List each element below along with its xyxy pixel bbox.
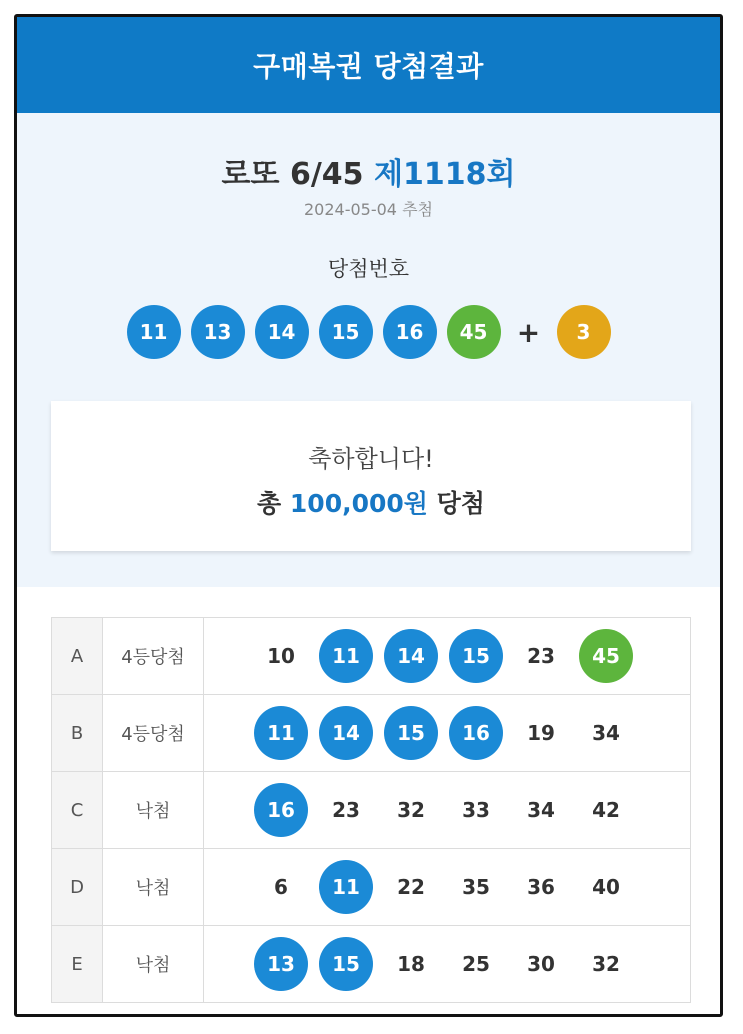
picked-number: 19 <box>527 721 555 745</box>
total-prize <box>51 484 691 520</box>
game-letter: D <box>52 849 103 926</box>
game-name: 로또 6/45 <box>221 157 364 192</box>
matched-number-ball: 15 <box>319 937 373 991</box>
picked-number: 42 <box>592 798 620 822</box>
picked-numbers <box>204 849 691 926</box>
total-prefix: 총 <box>257 489 282 518</box>
picked-number: 23 <box>332 798 360 822</box>
winning-numbers-label: 당첨번호 <box>327 257 410 281</box>
bonus-ball: 3 <box>557 305 611 359</box>
picked-number: 32 <box>592 952 620 976</box>
matched-number-ball: 14 <box>319 706 373 760</box>
picked-number: 18 <box>397 952 425 976</box>
picked-numbers <box>204 772 691 849</box>
plus-sign: + <box>516 315 541 349</box>
result-frame <box>14 14 723 1017</box>
picked-number: 6 <box>274 875 288 899</box>
picked-numbers <box>204 695 691 772</box>
matched-number-ball: 11 <box>319 860 373 914</box>
result-box <box>51 401 691 551</box>
table-row <box>52 849 691 926</box>
picked-number: 10 <box>267 644 295 668</box>
rank-label: 낙첨 <box>103 772 204 849</box>
draw-summary <box>17 113 720 587</box>
picked-number: 22 <box>397 875 425 899</box>
picked-number: 25 <box>462 952 490 976</box>
total-suffix: 당첨 <box>436 489 485 518</box>
winning-ball: 16 <box>383 305 437 359</box>
matched-number-ball: 16 <box>449 706 503 760</box>
table-row <box>52 618 691 695</box>
matched-number-ball: 11 <box>254 706 308 760</box>
picked-number: 36 <box>527 875 555 899</box>
purchase-table <box>51 617 691 1003</box>
draw-date: 2024-05-04 추첨 <box>304 200 433 219</box>
prize-amount: 100,000원 <box>289 489 428 518</box>
matched-number-ball: 15 <box>384 706 438 760</box>
picked-number: 40 <box>592 875 620 899</box>
congrats-text: 축하합니다! <box>308 445 434 473</box>
picked-numbers <box>204 618 691 695</box>
winning-ball: 14 <box>255 305 309 359</box>
winning-ball: 13 <box>191 305 245 359</box>
rank-label: 4등당첨 <box>103 618 204 695</box>
game-title <box>17 149 720 193</box>
rank-label: 4등당첨 <box>103 695 204 772</box>
rank-label: 낙첨 <box>103 926 204 1003</box>
winning-ball: 45 <box>447 305 501 359</box>
picked-number: 34 <box>527 798 555 822</box>
picked-number: 23 <box>527 644 555 668</box>
matched-number-ball: 45 <box>579 629 633 683</box>
page-title: 구매복권 당첨결과 <box>253 50 484 83</box>
table-row <box>52 695 691 772</box>
page-header <box>17 17 720 113</box>
rank-label: 낙첨 <box>103 849 204 926</box>
table-row <box>52 926 691 1003</box>
game-letter: A <box>52 618 103 695</box>
table-row <box>52 772 691 849</box>
winning-ball: 11 <box>127 305 181 359</box>
matched-number-ball: 16 <box>254 783 308 837</box>
game-round: 제1118회 <box>373 157 516 192</box>
picked-numbers <box>204 926 691 1003</box>
picked-number: 30 <box>527 952 555 976</box>
picked-number: 32 <box>397 798 425 822</box>
matched-number-ball: 11 <box>319 629 373 683</box>
matched-number-ball: 13 <box>254 937 308 991</box>
winning-numbers <box>17 305 720 359</box>
game-letter: E <box>52 926 103 1003</box>
matched-number-ball: 14 <box>384 629 438 683</box>
game-letter: B <box>52 695 103 772</box>
winning-ball: 15 <box>319 305 373 359</box>
picked-number: 33 <box>462 798 490 822</box>
game-letter: C <box>52 772 103 849</box>
purchased-tickets <box>51 617 691 1003</box>
picked-number: 34 <box>592 721 620 745</box>
picked-number: 35 <box>462 875 490 899</box>
matched-number-ball: 15 <box>449 629 503 683</box>
